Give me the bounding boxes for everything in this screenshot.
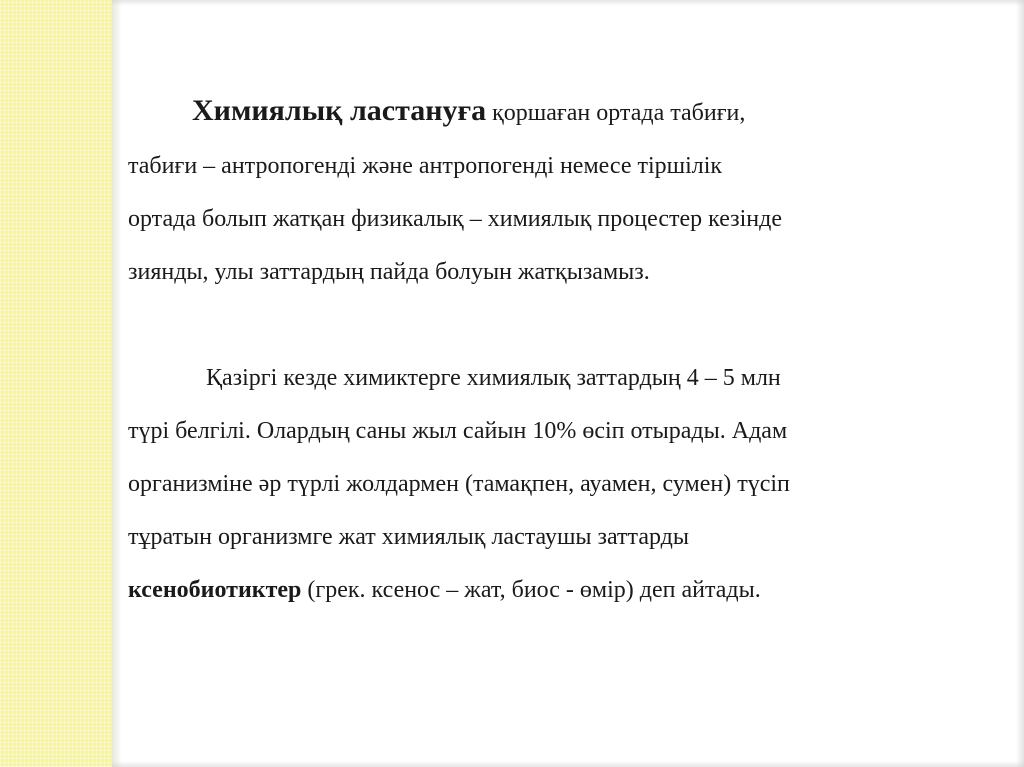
paragraph2-line1: Қазіргі кезде химиктерге химиялық заттардың 4 – 5 млн	[206, 365, 781, 391]
paragraph1-line1-rest: қоршаған ортада табиғи,	[486, 100, 746, 126]
paragraph-xenobiotics	[128, 352, 928, 617]
paragraph1-line4: зиянды, улы заттардың пайда болуын жатқызамыз.	[128, 259, 650, 285]
paragraph1-line3: ортада болып жатқан физикалық – химиялық процестер кезінде	[128, 206, 782, 232]
paragraph2-line5-rest: (грек. ксенос – жат, биос - өмір) деп айтады.	[301, 577, 761, 603]
definition-term: Химиялық ластануға	[192, 94, 487, 127]
slide-top-edge	[112, 0, 1024, 6]
decorative-side-band	[0, 0, 112, 767]
paragraph2-line3: организміне әр түрлі жолдармен (тамақпен, ауамен, сумен) түсіп	[128, 471, 790, 497]
paragraph-definition	[128, 84, 928, 299]
side-band-shadow	[112, 0, 122, 767]
slide-bottom-edge	[112, 761, 1024, 767]
paragraph2-line4: тұратын организмге жат химиялық ластаушы заттарды	[128, 524, 689, 550]
xenobiotics-term: ксенобиотиктер	[128, 577, 302, 603]
slide-body-text	[128, 84, 928, 617]
paragraph1-line2: табиғи – антропогенді және антропогенді немесе тіршілік	[128, 153, 723, 179]
slide-right-edge	[1016, 0, 1024, 767]
paragraph2-line2: түрі белгілі. Олардың саны жыл сайын 10% өсіп отырады. Адам	[128, 418, 788, 444]
